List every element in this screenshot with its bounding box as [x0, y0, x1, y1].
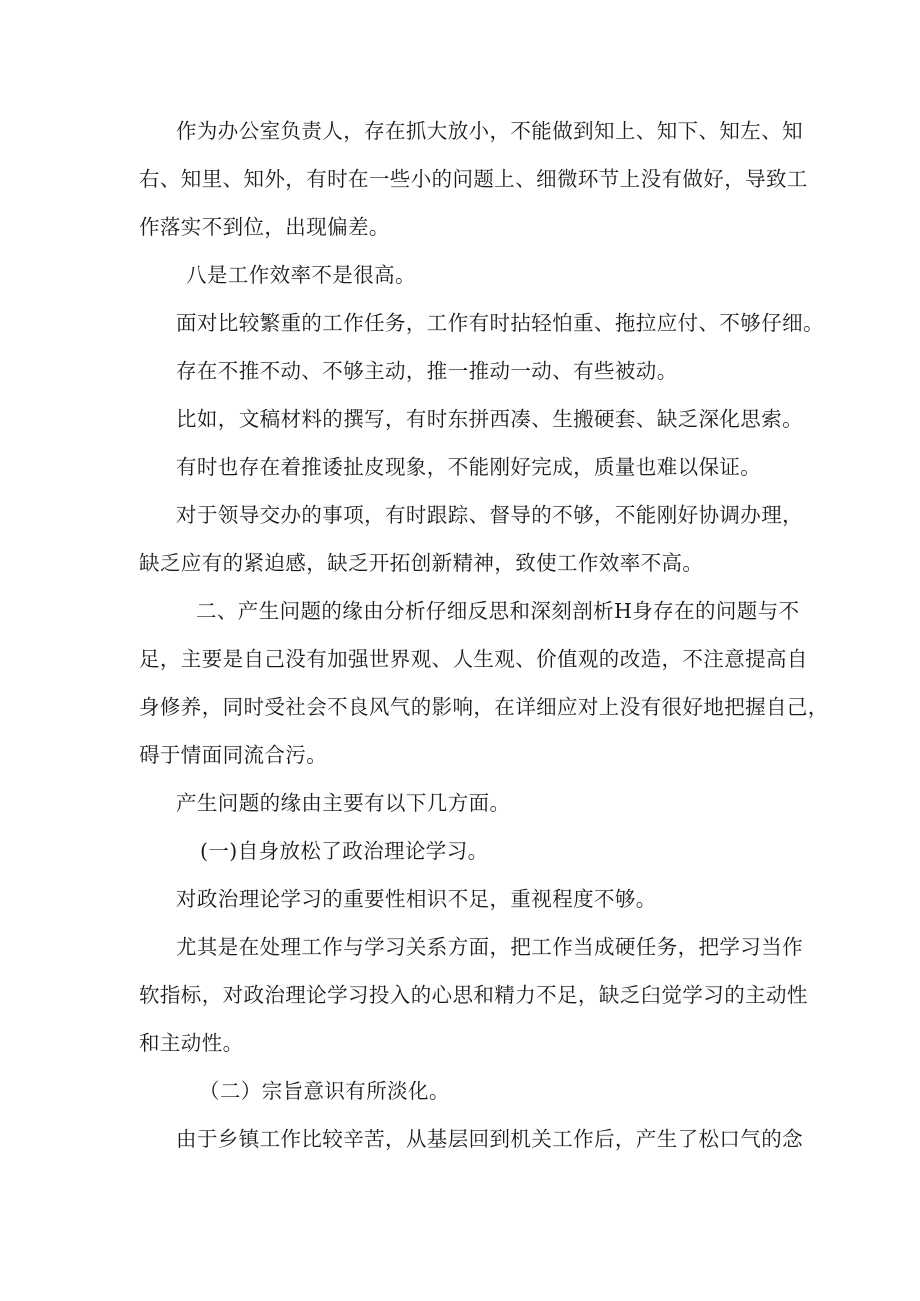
text-line: 缺乏应有的紧迫感，缺乏开拓创新精神，致使工作效率不高。: [139, 551, 704, 575]
text-line: 软指标，对政治理论学习投入的心思和精力不足，缺乏臼觉学习的主动性: [139, 983, 808, 1007]
text-line: 作为办公室负责人，存在抓大放小，不能做到知上、知下、知左、知: [176, 119, 803, 143]
text-line: 碍于情面同流合污。: [139, 743, 328, 767]
text-line: 八是工作效率不是很高。: [186, 263, 416, 287]
text-line: 足，主要是自己没有加强世界观、人生观、价值观的改造，不注意提高自: [139, 647, 808, 671]
text-line: 比如，文稿材料的撰写，有时东拼西凑、生搬硬套、缺乏深化思索。: [176, 407, 803, 431]
text-line: 身修养，同时受社会不良风气的影响，在详细应对上没有很好地把握自己，: [139, 695, 829, 719]
subsection-heading: （二）宗旨意识有所淡化。: [199, 1079, 450, 1103]
text-line: 和主动性。: [139, 1031, 244, 1055]
text-line: 右、知里、知外，有时在一些小的问题上、细微环节上没有做好，导致工: [139, 167, 808, 191]
text-line: 存在不推不动、不够主动，推一推动一动、有些被动。: [176, 359, 678, 383]
text-line: 面对比较繁重的工作任务，工作有时拈轻怕重、拖拉应付、不够仔细。: [176, 311, 824, 335]
text-line: 对于领导交办的事项，有时跟踪、督导的不够，不能刚好协调办理，: [176, 503, 803, 527]
text-line: 有时也存在着推诿扯皮现象，不能刚好完成，质量也难以保证。: [176, 455, 762, 479]
text-line: 由于乡镇工作比较辛苦，从基层回到机关工作后，产生了松口气的念: [176, 1127, 803, 1151]
text-line: 对政治理论学习的重要性相识不足，重视程度不够。: [176, 887, 657, 911]
text-line: 产生问题的缘由主要有以下几方面。: [176, 791, 511, 815]
text-line: 作落实不到位，出现偏差。: [139, 215, 390, 239]
subsection-heading: (一)自身放松了政治理论学习。: [200, 839, 489, 863]
section-heading: 二、产生问题的缘由分析仔细反思和深刻剖析H身存在的问题与不: [196, 599, 800, 623]
text-line: 尤其是在处理工作与学习关系方面，把工作当成硬任务，把学习当作: [176, 935, 803, 959]
